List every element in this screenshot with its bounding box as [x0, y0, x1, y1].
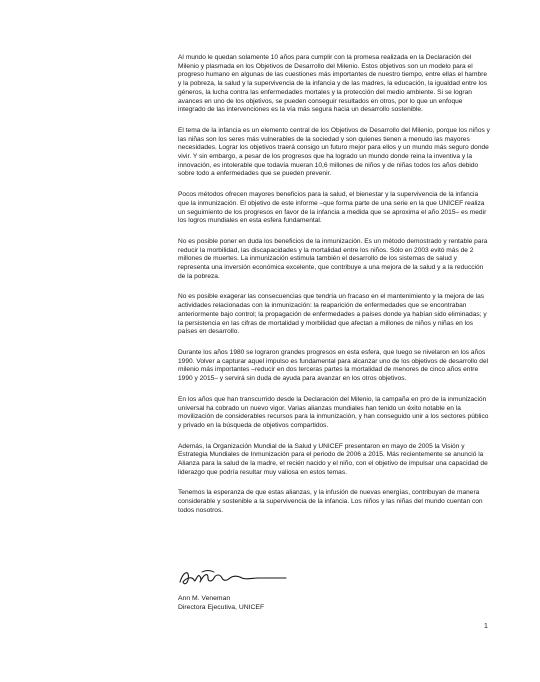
paragraph-2: El tema de la infancia es un elemento central de los Objetivos de Desarrollo del Milenio, porque los niños y las niñas son los seres más vulnerables de la sociedad y son quienes tienen a menudo las mayores necesidades. Lograr los objetivos traerá consigo un futuro mejor para ellos y un mundo más seguro donde vivir. Y sin embargo, a pesar de los progresos que ha logrado un mundo donde reina la inventiva y la innovación, es intolerable que todavía mueran 10,6 millones de niños y de niñas todos los años debido sobre todo a enfermedades que se pueden prevenir. — [178, 126, 490, 178]
signer-title: Directora Ejecutiva, UNICEF — [178, 604, 265, 611]
paragraph-7: En los años que han transcurrido desde la Declaración del Milenio, la campaña en pro de la inmunización universal ha cobrado un nuevo vigor. Varias alianzas mundiales han tenido un éxito notable en la movilización de considerables recursos para la inmunización, y han conseguido unir a los sectores público y privado en la búsqueda de objetivos compartidos. — [178, 395, 489, 429]
letter-body — [178, 54, 490, 528]
signer-name: Ann M. Veneman — [178, 595, 231, 602]
paragraph-3: Pocos métodos ofrecen mayores beneficios para la salud, el bienestar y la supervivencia de la infancia que la inmunización. El objetivo de este informe –que forma parte de una serie en la que UNICEF realiza un seguimiento de los progresos en favor de la infancia a medida que se aproxima el año 2015– es medir los logros mundiales en esta esfera fundamental. — [178, 191, 487, 225]
signer-block — [178, 594, 264, 612]
paragraph-6: Durante los años 1980 se lograron grandes progresos en esta esfera, que luego se nivelaron en los años 1990. Volver a capturar aquel impulso es fundamental para alcanzar uno de los objetivos de desarrollo del milenio más importantes –reducir en dos terceras partes la mortalidad de menores de cinco años entre 1990 y 2015– y servirá sin duda de ayuda para avanzar en los otros objetivos. — [178, 348, 489, 383]
signature-image — [178, 566, 288, 588]
page-number: 1 — [484, 623, 488, 630]
paragraph-4: No es posible poner en duda los beneficios de la inmunización. Es un método demostrado y rentable para reducir la morbilidad, las discapacidades y la mortalidad entre los niños. Sólo en 2003 evitó más de 2 millones de muertes. La inmunización estimula también el desarrollo de los sistemas de salud y representa una inversión económica excelente, que contribuye a una mejora de la salud y a la reducción de la pobreza. — [178, 237, 488, 280]
paragraph-9: Tenemos la esperanza de que estas alianzas, y la infusión de nuevas energías, contribuyan de manera considerable y sostenible a la supervivencia de la infancia. Los niños y las niñas del mundo cuentan con todos nosotros. — [178, 489, 483, 514]
paragraph-1: Al mundo le quedan solamente 10 años para cumplir con la promesa realizada en la Declaración del Milenio y plasmada en los Objetivos de Desarrollo del Milenio. Estos objetivos son un modelo para el progreso humano en algunas de las cuestiones más importantes de nuestro tiempo, entre ellas el hambre y la pobreza, la salud y la supervivencia de la infancia y de las madres, la educación, la igualdad entre los géneros, la lucha contra las enfermedades mortales y la protección del medio ambiente. Si se logran avances en uno de los objetivos, se pueden conseguir resultados en otros, por lo que un enfoque integrado de las intervenciones es la vía más segura hacia un desarrollo sostenible. — [178, 54, 487, 114]
paragraph-8: Además, la Organización Mundial de la Salud y UNICEF presentaron en mayo de 2005 la Visión y Estrategia Mundiales de Inmunización para el periodo de 2006 a 2015. Más recientemente se anunció la Alianza para la salud de la madre, el recién nacido y el niño, con el objetivo de impulsar una capacidad de liderazgo que podría resultar muy valiosa en estos temas. — [178, 442, 488, 476]
paragraph-5: No es posible exagerar las consecuencias que tendría un fracaso en el mantenimiento y la mejora de las actividades relacionadas con la inmunización: la reaparición de enfermedades que se encontraban anteriormente bajo control; la propagación de enfermedades a países donde ya habían sido eliminadas; y la persistencia en las cifras de mortalidad y morbilidad que afectan a millones de niños y niñas en los países en desarrollo. — [178, 293, 487, 336]
